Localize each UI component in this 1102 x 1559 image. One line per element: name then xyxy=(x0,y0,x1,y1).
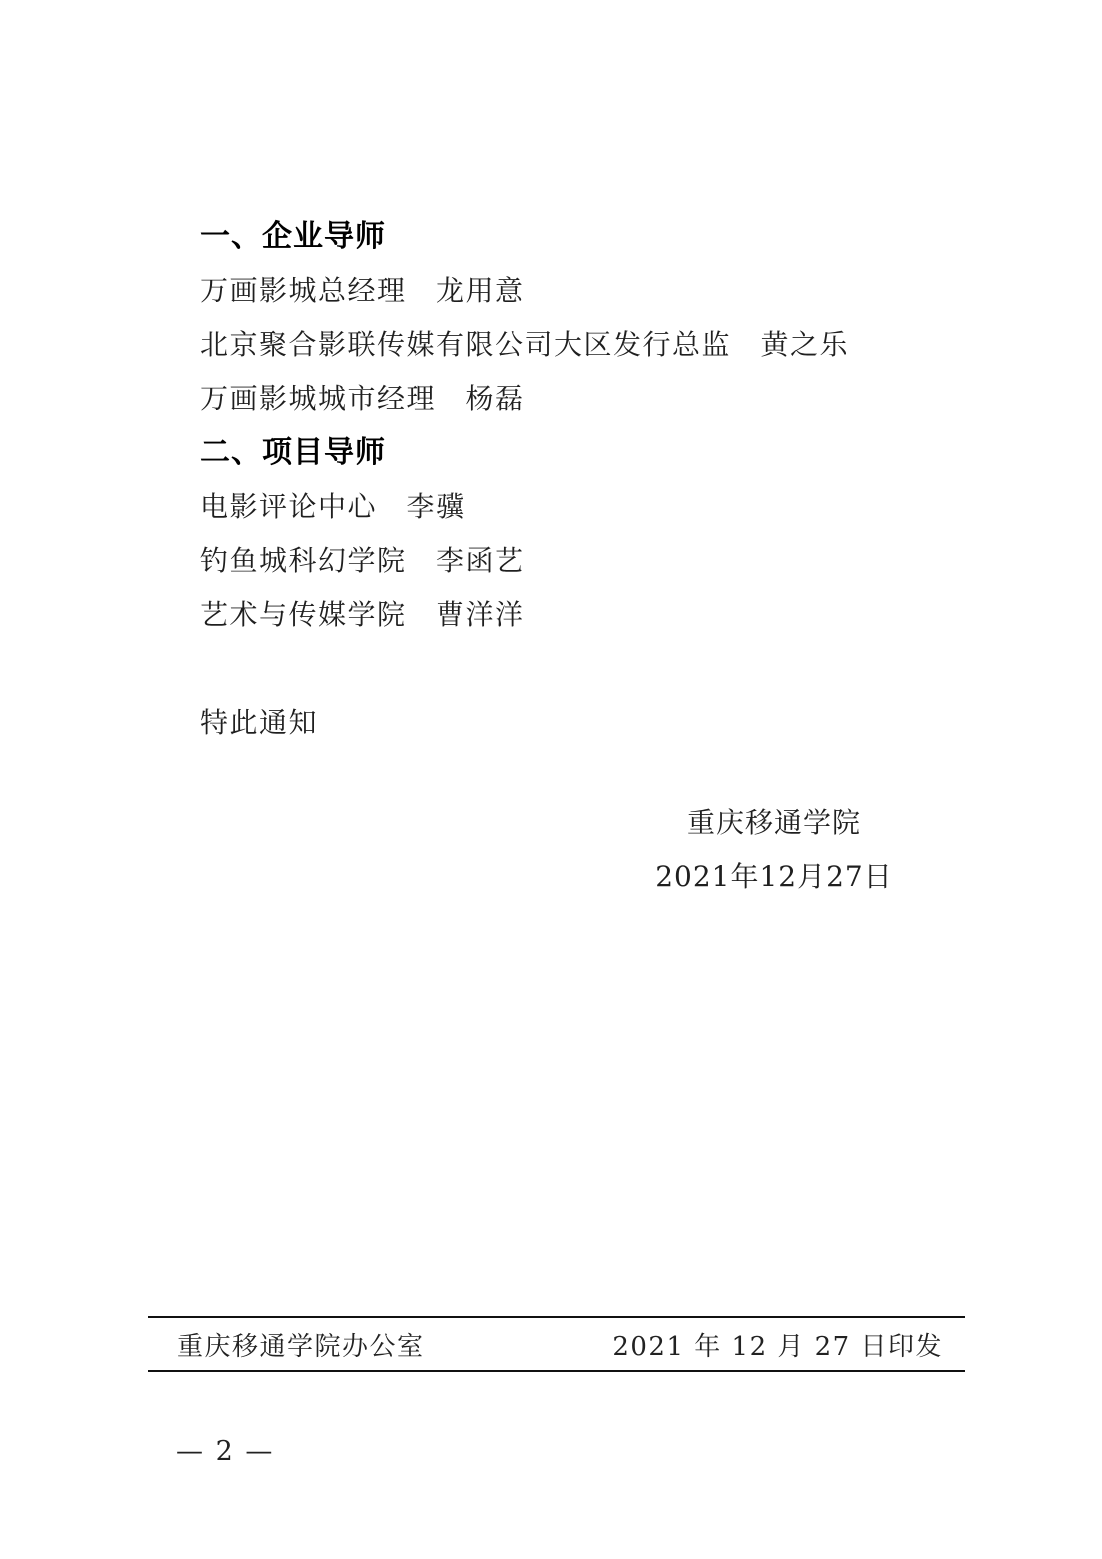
mentor-line-project-3: 艺术与传媒学院 曹洋洋 xyxy=(200,598,525,631)
section2-heading: 二、项目导师 xyxy=(200,435,386,470)
signature-org: 重庆移通学院 xyxy=(686,806,861,839)
section1-heading: 一、企业导师 xyxy=(200,219,386,254)
mentor-line-corporate-2: 北京聚合影联传媒有限公司大区发行总监 黄之乐 xyxy=(200,328,850,361)
mentor-line-corporate-3: 万画影城城市经理 杨磊 xyxy=(200,382,525,415)
signature-date: 2021年12月27日 xyxy=(655,860,893,893)
mentor-line-corporate-1: 万画影城总经理 龙用意 xyxy=(200,274,525,307)
footer-office: 重庆移通学院办公室 xyxy=(177,1331,425,1362)
footer-print-date: 2021 年 12 月 27 日印发 xyxy=(612,1331,943,1362)
footer-bar xyxy=(148,1316,965,1372)
page-number: — 2 — xyxy=(176,1436,275,1467)
signature-block xyxy=(619,796,929,904)
mentor-line-project-2: 钓鱼城科幻学院 李函艺 xyxy=(200,544,525,577)
closing-note: 特此通知 xyxy=(200,706,319,739)
document-content xyxy=(200,210,955,904)
mentor-line-project-1: 电影评论中心 李骥 xyxy=(200,490,466,523)
